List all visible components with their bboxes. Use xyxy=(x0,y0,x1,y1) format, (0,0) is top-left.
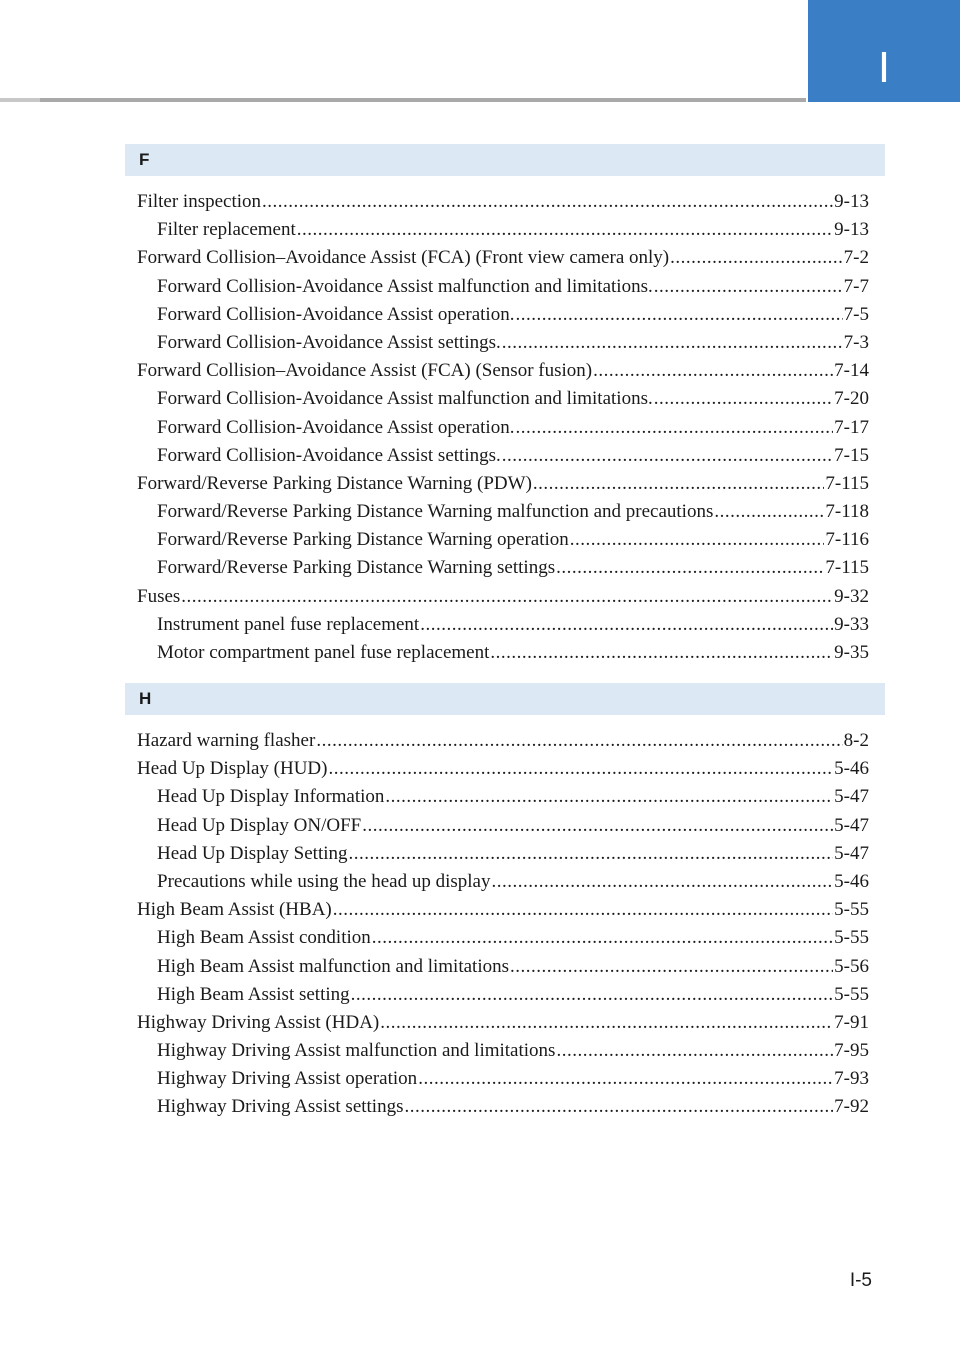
index-entry-page: 7-115 xyxy=(825,557,869,579)
index-entry-page: 7-3 xyxy=(843,331,869,353)
index-entry-label: Forward/Reverse Parking Distance Warning operation xyxy=(157,529,569,551)
index-entry-label: Head Up Display ON/OFF xyxy=(157,814,362,836)
index-entry-page: 7-5 xyxy=(843,303,869,325)
chapter-tab xyxy=(808,0,960,102)
dot-leader xyxy=(654,385,833,413)
index-entry xyxy=(137,526,869,554)
index-entry xyxy=(137,470,869,498)
index-entry-page: 7-17 xyxy=(834,416,869,438)
section-header-h xyxy=(125,683,885,715)
chapter-tab-letter: I xyxy=(877,43,891,92)
index-entry-page: 7-116 xyxy=(825,529,869,551)
index-entry-label: Forward/Reverse Parking Distance Warning (PDW) xyxy=(137,472,532,494)
dot-leader xyxy=(385,783,833,811)
dot-leader xyxy=(515,414,833,442)
index-entry xyxy=(137,1037,869,1065)
index-entry xyxy=(137,639,869,667)
index-entry-page: 5-55 xyxy=(834,983,869,1005)
dot-leader xyxy=(418,1065,833,1093)
dot-leader xyxy=(181,583,833,611)
index-entry-page: 7-92 xyxy=(834,1096,869,1118)
index-entry-label: Forward Collision-Avoidance Assist settings. xyxy=(157,444,501,466)
dot-leader xyxy=(420,611,833,639)
index-entry xyxy=(137,783,869,811)
index-entry xyxy=(137,868,869,896)
dot-leader xyxy=(510,953,833,981)
index-entry-page: 5-55 xyxy=(834,927,869,949)
index-entry xyxy=(137,953,869,981)
dot-leader xyxy=(593,357,833,385)
dot-leader xyxy=(714,498,824,526)
index-list-f xyxy=(137,188,869,667)
index-entry-label: Forward Collision-Avoidance Assist malfunction and limitations. xyxy=(157,275,653,297)
index-entry xyxy=(137,554,869,582)
index-entry-page: 7-91 xyxy=(834,1011,869,1033)
index-entry xyxy=(137,329,869,357)
index-entry-page: 7-15 xyxy=(834,444,869,466)
dot-leader xyxy=(515,301,842,329)
index-entry-label: High Beam Assist setting xyxy=(157,983,350,1005)
index-entry-label: Forward Collision–Avoidance Assist (FCA) (Front view camera only) xyxy=(137,247,670,269)
page-number: I-5 xyxy=(849,1270,872,1291)
index-entry xyxy=(137,840,869,868)
index-entry-label: Forward Collision-Avoidance Assist operation. xyxy=(157,303,515,325)
index-entry-page: 9-13 xyxy=(834,191,869,212)
index-entry-label: Highway Driving Assist malfunction and limitations xyxy=(157,1040,556,1062)
dot-leader xyxy=(492,868,834,896)
dot-leader xyxy=(351,981,834,1009)
index-entry xyxy=(137,385,869,413)
index-entry-label: Forward Collision-Avoidance Assist operation. xyxy=(157,416,515,438)
index-entry xyxy=(137,216,869,244)
index-entry xyxy=(137,442,869,470)
index-entry xyxy=(137,755,869,783)
index-entry-label: Filter inspection xyxy=(137,191,262,212)
index-entry-label: Forward Collision–Avoidance Assist (FCA) (Sensor fusion) xyxy=(137,360,593,382)
index-entry xyxy=(137,1065,869,1093)
dot-leader xyxy=(490,639,833,667)
dot-leader xyxy=(316,727,842,755)
index-entry xyxy=(137,301,869,329)
index-entry-label: Highway Driving Assist settings xyxy=(157,1096,404,1118)
index-entry-page: 9-13 xyxy=(834,219,869,241)
dot-leader xyxy=(372,924,833,952)
index-entry xyxy=(137,1009,869,1037)
index-entry-page: 5-56 xyxy=(834,955,869,977)
index-entry-label: Filter replacement xyxy=(157,219,296,241)
index-entry xyxy=(137,188,869,216)
dot-leader xyxy=(297,216,833,244)
index-entry-page: 7-14 xyxy=(834,360,869,382)
index-entry-page: 7-115 xyxy=(825,472,869,494)
index-entry xyxy=(137,498,869,526)
dot-leader xyxy=(362,812,833,840)
index-entry-page: 5-47 xyxy=(834,842,869,864)
section-letter: H xyxy=(139,689,152,708)
index-entry xyxy=(137,357,869,385)
index-entry xyxy=(137,812,869,840)
index-entry-page: 7-118 xyxy=(825,501,869,523)
index-entry-label: Head Up Display (HUD) xyxy=(137,758,328,780)
index-entry xyxy=(137,244,869,272)
index-entry-label: Highway Driving Assist operation xyxy=(157,1068,418,1090)
index-entry-label: Forward Collision-Avoidance Assist malfunction and limitations. xyxy=(157,388,653,410)
dot-leader xyxy=(380,1009,833,1037)
index-entry-label: Forward Collision-Avoidance Assist settings. xyxy=(157,331,501,353)
index-entry-label: Precautions while using the head up display xyxy=(157,870,491,892)
index-entry-page: 7-93 xyxy=(834,1068,869,1090)
index-entry-page: 5-46 xyxy=(834,870,869,892)
index-entry-label: High Beam Assist condition xyxy=(157,927,371,949)
index-entry-label: High Beam Assist (HBA) xyxy=(137,899,332,921)
dot-leader xyxy=(556,554,824,582)
header-rule xyxy=(0,98,806,102)
section-letter: F xyxy=(139,150,150,169)
index-entry xyxy=(137,981,869,1009)
index-entry-label: Motor compartment panel fuse replacement xyxy=(157,642,490,663)
section-header-f xyxy=(125,144,885,176)
dot-leader xyxy=(533,470,824,498)
dot-leader xyxy=(670,244,843,272)
index-entry-page: 7-95 xyxy=(834,1040,869,1062)
dot-leader xyxy=(570,526,825,554)
index-entry xyxy=(137,924,869,952)
index-entry xyxy=(137,896,869,924)
index-entry-page: 9-32 xyxy=(834,585,869,607)
index-entry-label: High Beam Assist malfunction and limitations xyxy=(157,955,510,977)
dot-leader xyxy=(262,188,833,216)
index-entry-page: 5-55 xyxy=(834,899,869,921)
index-entry xyxy=(137,727,869,755)
dot-leader xyxy=(333,896,833,924)
dot-leader xyxy=(349,840,834,868)
index-entry-label: Head Up Display Setting xyxy=(157,842,348,864)
index-entry-label: Highway Driving Assist (HDA) xyxy=(137,1011,380,1033)
index-entry-page: 9-33 xyxy=(834,613,869,635)
dot-leader xyxy=(502,329,843,357)
dot-leader xyxy=(502,442,833,470)
index-entry xyxy=(137,611,869,639)
index-entry-page: 5-47 xyxy=(834,786,869,808)
index-entry-page: 8-2 xyxy=(843,730,869,751)
dot-leader xyxy=(328,755,833,783)
index-entry-label: Hazard warning flasher xyxy=(137,730,316,751)
index-entry-page: 7-2 xyxy=(843,247,869,269)
index-entry-page: 7-20 xyxy=(834,388,869,410)
index-list-h xyxy=(137,727,869,1122)
dot-leader xyxy=(654,273,843,301)
index-entry-label: Instrument panel fuse replacement xyxy=(157,613,420,635)
dot-leader xyxy=(556,1037,833,1065)
index-entry-label: Forward/Reverse Parking Distance Warning malfunction and precautions xyxy=(157,501,714,523)
index-entry xyxy=(137,1093,869,1121)
index-entry-page: 5-47 xyxy=(834,814,869,836)
index-entry xyxy=(137,583,869,611)
index-entry-label: Head Up Display Information xyxy=(157,786,385,808)
index-entry xyxy=(137,414,869,442)
index-entry-page: 5-46 xyxy=(834,758,869,780)
index-entry-label: Fuses xyxy=(137,585,181,607)
index-entry xyxy=(137,273,869,301)
index-entry-page: 9-35 xyxy=(834,642,869,663)
dot-leader xyxy=(404,1093,833,1121)
index-entry-page: 7-7 xyxy=(843,275,869,297)
index-entry-label: Forward/Reverse Parking Distance Warning settings xyxy=(157,557,556,579)
